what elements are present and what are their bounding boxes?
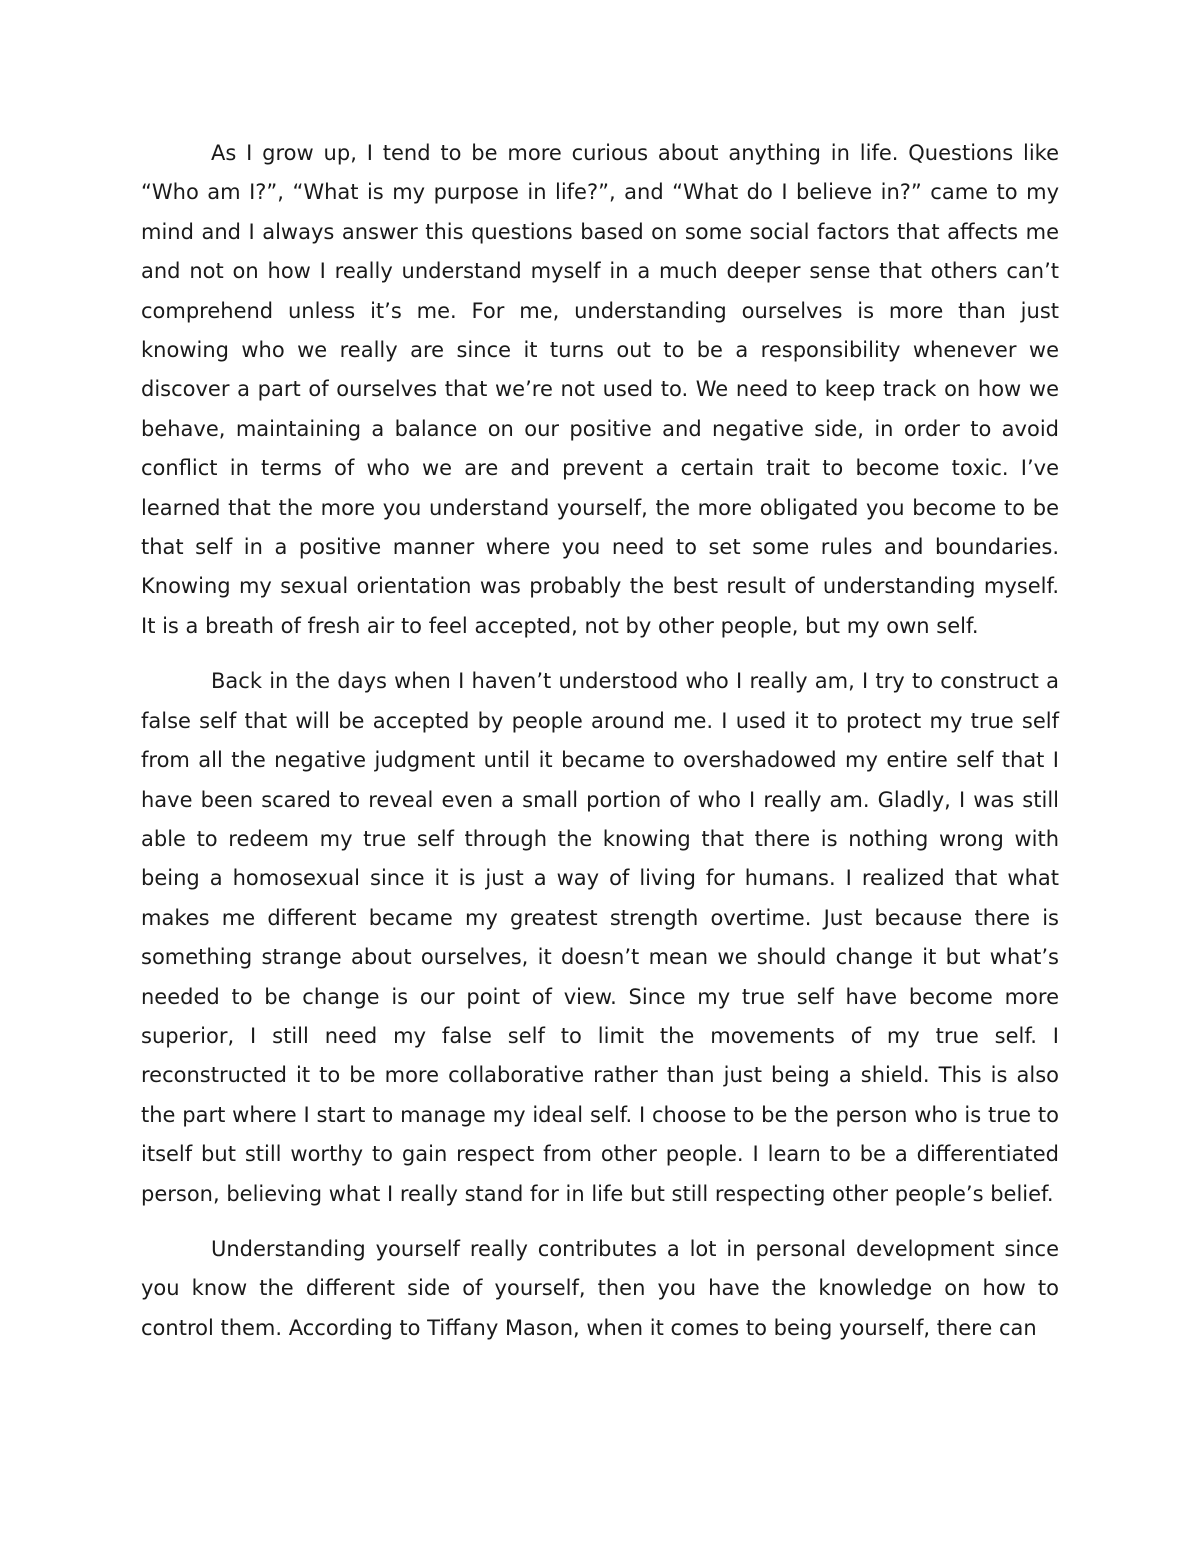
essay-body <box>141 134 1059 1348</box>
paragraph-1: As I grow up, I tend to be more curious about anything in life. Questions like “Who am I?”, “What is my purpose in life?”, and “What do I believe in?” came to my mind and I always answer this questions based on some social factors that affects me and not on how I really understand myself in a much deeper sense that others can’t comprehend unless it’s me. For me, understanding ourselves is more than just knowing who we really are since it turns out to be a responsibility whenever we discover a part of ourselves that we’re not used to. We need to keep track on how we behave, maintaining a balance on our positive and negative side, in order to avoid conflict in terms of who we are and prevent a certain trait to become toxic. I’ve learned that the more you understand yourself, the more obligated you become to be that self in a positive manner where you need to set some rules and boundaries. Knowing my sexual orientation was probably the best result of understanding myself. It is a breath of fresh air to feel accepted, not by other people, but my own self. <box>141 141 1059 638</box>
paragraph-2: Back in the days when I haven’t understood who I really am, I try to construct a false self that will be accepted by people around me. I used it to protect my true self from all the negative judgment until it became to overshadowed my entire self that I have been scared to reveal even a small portion of who I really am. Gladly, I was still able to redeem my true self through the knowing that there is nothing wrong with being a homosexual since it is just a way of living for humans. I realized that what makes me different became my greatest strength overtime. Just because there is something strange about ourselves, it doesn’t mean we should change it but what’s needed to be change is our point of view. Since my true self have become more superior, I still need my false self to limit the movements of my true self. I reconstructed it to be more collaborative rather than just being a shield. This is also the part where I start to manage my ideal self. I choose to be the person who is true to itself but still worthy to gain respect from other people. I learn to be a differentiated person, believing what I really stand for in life but still respecting other people’s belief. <box>141 669 1059 1206</box>
paragraph-3: Understanding yourself really contributes a lot in personal development since you know the different side of yourself, then you have the knowledge on how to control them. According to Tiffany Mason, when it comes to being yourself, there can <box>141 1236 1059 1340</box>
